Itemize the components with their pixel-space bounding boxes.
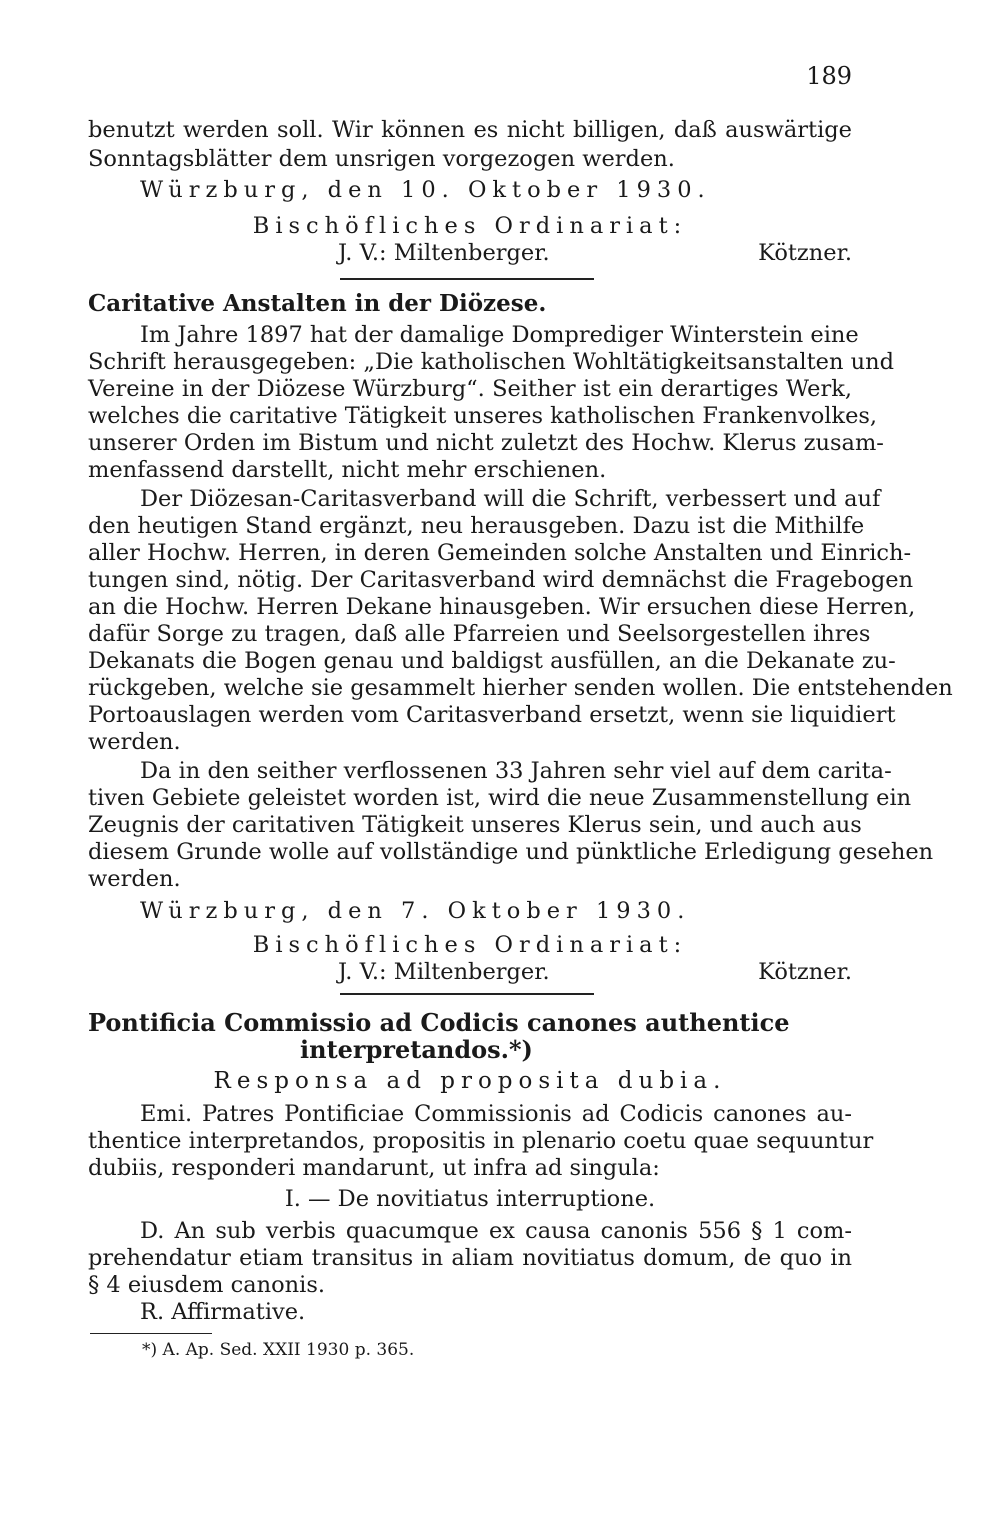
text-line: prehendatur etiam transitus in aliam novitiatus domum, de quo in	[88, 1245, 852, 1271]
page-number: 189	[806, 62, 852, 90]
text-line: rückgeben, welche sie gesammelt hierher senden wollen. Die entstehenden	[88, 675, 953, 701]
text-line: werden.	[88, 866, 181, 892]
separator-rule	[340, 993, 594, 995]
text-line: menfassend darstellt, nicht mehr erschienen.	[88, 457, 607, 483]
text-line: Vereine in der Diözese Würzburg“. Seither ist ein derartiges Werk,	[88, 376, 852, 402]
footnote-rule	[90, 1333, 212, 1334]
text-line: unserer Orden im Bistum und nicht zuletzt des Hochw. Klerus zusam-	[88, 430, 884, 456]
answer-line: R. Affirmative.	[140, 1299, 306, 1325]
text-line: Portoauslagen werden vom Caritasverband ersetzt, wenn sie liquidiert	[88, 702, 896, 728]
section-heading: Pontificia Commissio ad Codicis canones authentice	[88, 1008, 790, 1037]
text-line: Im Jahre 1897 hat der damalige Domprediger Winterstein eine	[140, 322, 859, 348]
text-line: diesem Grunde wolle auf vollständige und pünktliche Erledigung gesehen	[88, 839, 934, 865]
authority-line: Bischöfliches Ordinariat:	[252, 932, 688, 958]
signer: J. V.: Miltenberger.	[338, 959, 550, 985]
text-line: thentice interpretandos, propositis in plenario coetu quae sequuntur	[88, 1128, 874, 1154]
text-line: dubiis, responderi mandarunt, ut infra ad singula:	[88, 1155, 660, 1181]
text-line: dafür Sorge zu tragen, daß alle Pfarreien und Seelsorgestellen ihres	[88, 621, 871, 647]
cosigner: Kötzner.	[758, 240, 852, 266]
subheading: Responsa ad proposita dubia.	[213, 1068, 727, 1094]
text-line: werden.	[88, 729, 181, 755]
text-line: Da in den seither verflossenen 33 Jahren sehr viel auf dem carita-	[140, 758, 892, 784]
text-line: Sonntagsblätter dem unsrigen vorgezogen werden.	[88, 146, 675, 172]
text-line: Dekanats die Bogen genau und baldigst ausfüllen, an die Dekanate zu-	[88, 648, 896, 674]
text-line: welches die caritative Tätigkeit unseres katholischen Frankenvolkes,	[88, 403, 878, 429]
text-line: Zeugnis der caritativen Tätigkeit unseres Klerus sein, und auch aus	[88, 812, 862, 838]
text-line: D. An sub verbis quacumque ex causa canonis 556 § 1 com-	[140, 1218, 852, 1244]
text-line: benutzt werden soll. Wir können es nicht billigen, daß auswärtige	[88, 117, 852, 143]
separator-rule	[340, 278, 594, 280]
authority-line: Bischöfliches Ordinariat:	[252, 213, 688, 239]
text-line: tungen sind, nötig. Der Caritasverband wird demnächst die Fragebogen	[88, 567, 914, 593]
text-line: § 4 eiusdem canonis.	[88, 1272, 326, 1298]
footnote: *) A. Ap. Sed. XXII 1930 p. 365.	[142, 1340, 415, 1360]
date-line: Würzburg, den 10. Oktober 1930.	[140, 177, 711, 203]
text-line: den heutigen Stand ergänzt, neu herausgeben. Dazu ist die Mithilfe	[88, 513, 865, 539]
text-line: an die Hochw. Herren Dekane hinausgeben. Wir ersuchen diese Herren,	[88, 594, 916, 620]
section-heading: Caritative Anstalten in der Diözese.	[88, 290, 547, 317]
item-title: I. — De novitiatus interruptione.	[284, 1186, 656, 1212]
date-line: Würzburg, den 7. Oktober 1930.	[140, 898, 691, 924]
text-line: Schrift herausgegeben: „Die katholischen Wohltätigkeitsanstalten und	[88, 349, 895, 375]
cosigner: Kötzner.	[758, 959, 852, 985]
text-line: Emi. Patres Pontificiae Commissionis ad Codicis canones au-	[140, 1101, 852, 1127]
text-line: tiven Gebiete geleistet worden ist, wird die neue Zusammenstellung ein	[88, 785, 912, 811]
section-heading-continued: interpretandos.*)	[300, 1035, 533, 1064]
text-line: aller Hochw. Herren, in deren Gemeinden solche Anstalten und Einrich-	[88, 540, 912, 566]
signer: J. V.: Miltenberger.	[338, 240, 550, 266]
text-line: Der Diözesan-Caritasverband will die Schrift, verbessert und auf	[140, 486, 881, 512]
